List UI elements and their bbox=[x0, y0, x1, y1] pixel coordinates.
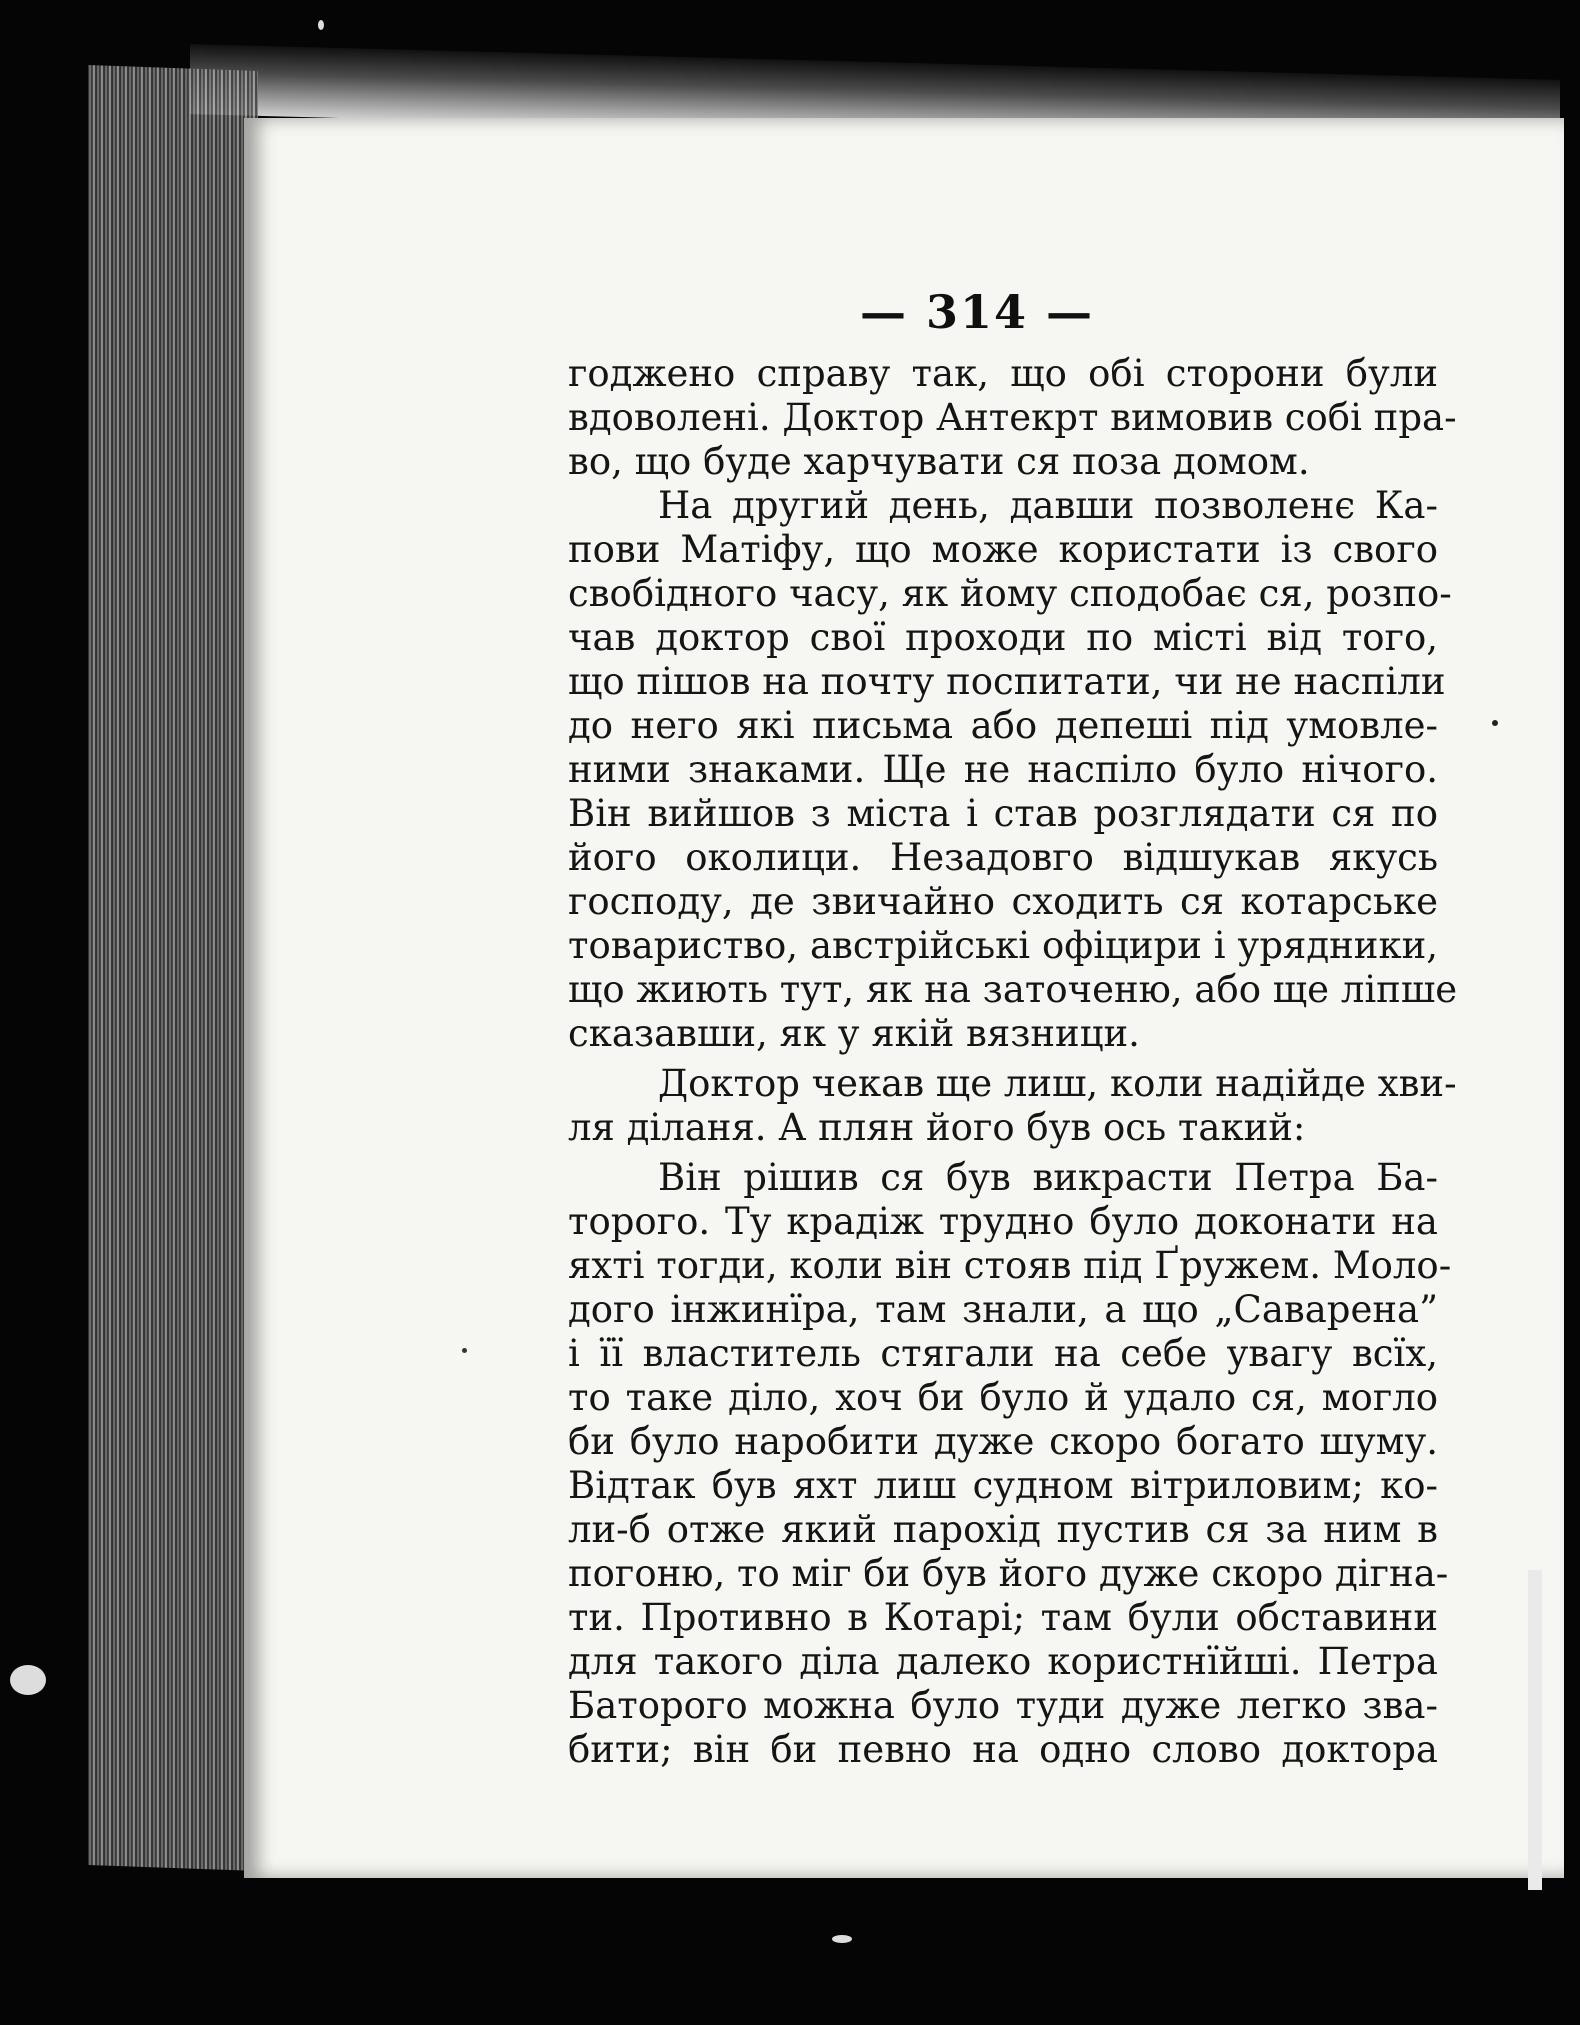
text-line: і її властитель стягали на себе увагу всїх, bbox=[568, 1332, 1438, 1375]
text-line: ними знаками. Ще не наспіло було нічого. bbox=[568, 748, 1438, 791]
text-line: вдоволені. Доктор Антекрт вимовив собі пра- bbox=[568, 396, 1457, 439]
text-line: його околици. Незадовго відшукав якусь bbox=[568, 836, 1438, 879]
text-line: Він вийшов з міста і став розглядати ся по bbox=[568, 792, 1438, 835]
dust-speck bbox=[10, 1665, 46, 1695]
text-line: товариство, австрійські офіцири і урядники, bbox=[568, 924, 1438, 967]
text-line: що пішов на почту поспитати, чи не наспіли bbox=[568, 660, 1446, 703]
book-page-edges bbox=[88, 65, 258, 1871]
text-line: дого інжинїра, там знали, а що „Саварена” bbox=[568, 1288, 1438, 1331]
text-line: свобідного часу, як йому сподобає ся, розпо- bbox=[568, 572, 1452, 615]
text-line: то таке діло, хоч би було й удало ся, могло bbox=[568, 1376, 1438, 1419]
text-line: до него які письма або депеші під умовле- bbox=[568, 704, 1438, 747]
text-line: господу, де звичайно сходить ся котарське bbox=[568, 880, 1438, 923]
text-line: чав доктор свої проходи по місті від того, bbox=[568, 616, 1438, 659]
page-number: — 314 — bbox=[860, 285, 1095, 339]
text-line: бити; він би певно на одно слово доктора bbox=[568, 1728, 1438, 1771]
dust-speck bbox=[462, 1348, 467, 1353]
text-line: яхті тогди, коли він стояв під Ґружем. Моло- bbox=[568, 1244, 1452, 1287]
text-line: що жиють тут, як на заточеню, або ще ліпше bbox=[568, 968, 1458, 1011]
text-line: пови Матіфу, що може користати із свого bbox=[568, 528, 1438, 571]
text-line: Він рішив ся був викрасти Петра Ба- bbox=[658, 1156, 1438, 1199]
text-line: погоню, то міг би був його дуже скоро дігна- bbox=[568, 1552, 1449, 1595]
text-line: торого. Ту крадіж трудно було доконати на bbox=[568, 1200, 1438, 1243]
text-line: годжено справу так, що обі сторони були bbox=[568, 352, 1438, 395]
text-line: На другий день, давши позволенє Ка- bbox=[658, 484, 1438, 527]
next-page-sliver bbox=[1528, 1570, 1542, 1890]
text-line: для такого діла далеко користнїйші. Петра bbox=[568, 1640, 1438, 1683]
text-line: ля діланя. А плян його був ось такий: bbox=[568, 1106, 1306, 1149]
text-line: ти. Противно в Котарі; там були обставини bbox=[568, 1596, 1438, 1639]
text-line: Доктор чекав ще лиш, коли надійде хви- bbox=[658, 1062, 1457, 1105]
text-line: Відтак був яхт лиш судном вітриловим; ко- bbox=[568, 1464, 1438, 1507]
dust-speck bbox=[1492, 720, 1498, 726]
text-line: во, що буде харчувати ся поза домом. bbox=[568, 440, 1310, 483]
dust-speck bbox=[318, 20, 324, 30]
text-line: Баторого можна було туди дуже легко зва- bbox=[568, 1684, 1438, 1727]
dust-speck bbox=[832, 1935, 852, 1943]
text-line: сказавши, як у якій вязници. bbox=[568, 1012, 1140, 1055]
text-line: би було наробити дуже скоро богато шуму. bbox=[568, 1420, 1438, 1463]
text-line: ли-б отже який парохід пустив ся за ним в bbox=[568, 1508, 1438, 1551]
